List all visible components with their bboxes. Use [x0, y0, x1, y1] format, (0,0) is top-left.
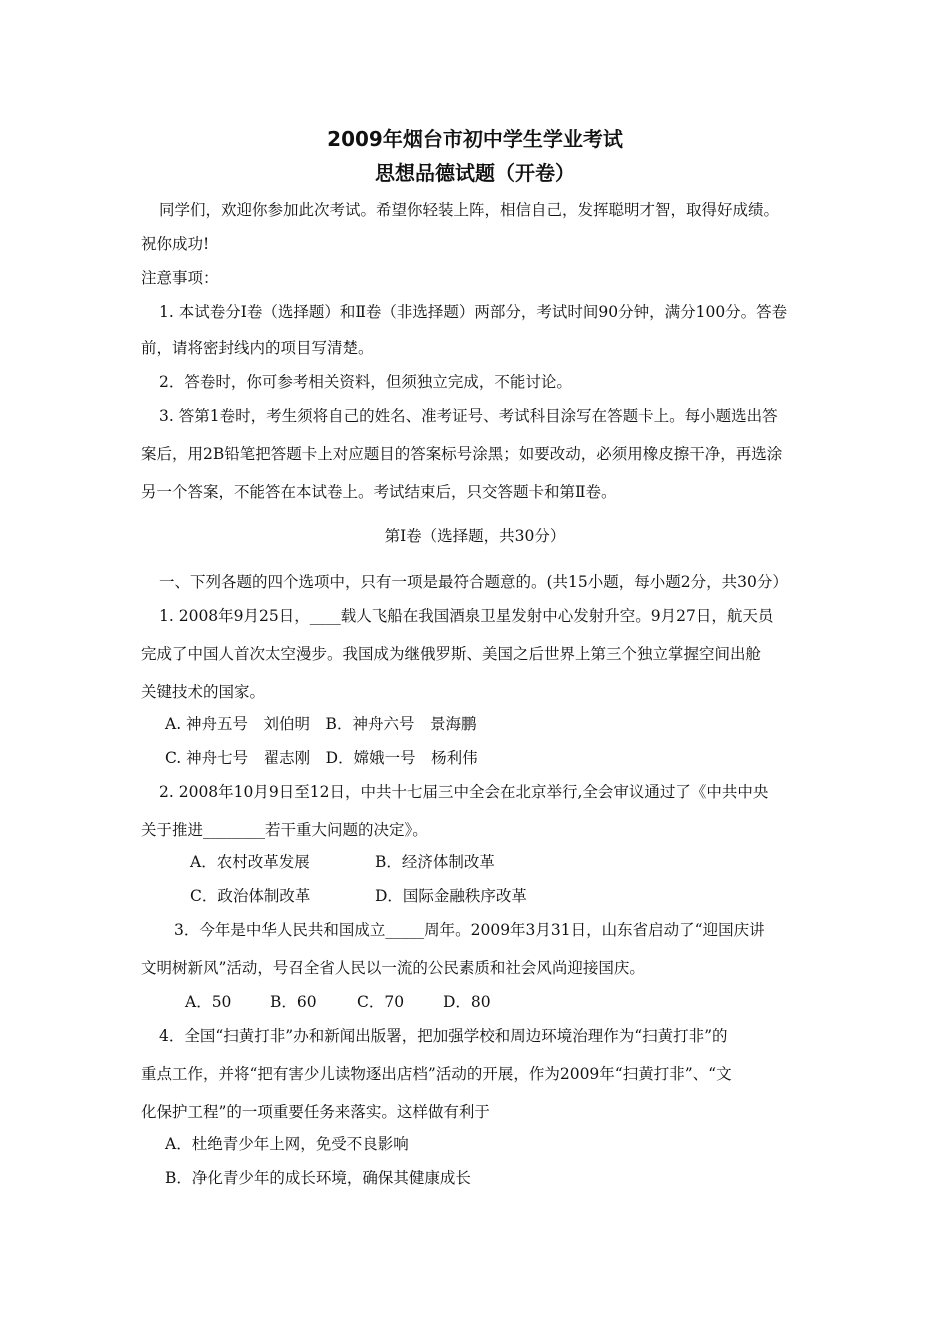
question-3-option-a: A．50 [185, 993, 232, 1011]
question-1-options-ab: A. 神舟五号 刘伯明 B．神舟六号 景海鹏 [165, 715, 477, 733]
question-3-option-d: D．80 [443, 993, 491, 1011]
question-2-option-d: D．国际金融秩序改革 [375, 887, 527, 905]
intro-line-1: 同学们，欢迎你参加此次考试。希望你轻装上阵，相信自己，发挥聪明才智，取得好成绩。 [159, 201, 780, 219]
question-1-line-1: 1. 2008年9月25日，____载人飞船在我国酒泉卫星发射中心发射升空。9月27日，航天员 [159, 607, 774, 625]
question-2-option-c: C．政治体制改革 [190, 887, 311, 905]
question-1-options-cd: C. 神舟七号 翟志刚 D．嫦娥一号 杨利伟 [165, 749, 478, 767]
question-2-line-2: 关于推进________若干重大问题的决定》。 [141, 821, 428, 839]
question-2-line-1: 2. 2008年10月9日至12日，中共十七届三中全会在北京举行,全会审议通过了《中共中央 [159, 783, 769, 801]
exam-subtitle: 思想品德试题（开卷） [375, 161, 575, 185]
question-4-option-a: A．杜绝青少年上网，免受不良影响 [165, 1135, 409, 1153]
note-3-line-3: 另一个答案，不能答在本试卷上。考试结束后，只交答题卡和第Ⅱ卷。 [141, 483, 617, 501]
note-3-line-2: 案后，用2B铅笔把答题卡上对应题目的答案标号涂黑；如要改动，必须用橡皮擦干净，再选涂 [141, 445, 783, 463]
note-1-line-2: 前，请将密封线内的项目写清楚。 [141, 339, 374, 357]
note-1-line-1: 1. 本试卷分Ⅰ卷（选择题）和Ⅱ卷（非选择题）两部分，考试时间90分钟，满分100分。答卷 [159, 303, 788, 321]
section-1-instruction: 一、下列各题的四个选项中，只有一项是最符合题意的。(共15小题，每小题2分，共30分） [159, 573, 788, 591]
exam-title: 2009年烟台市初中学生学业考试 [327, 127, 623, 151]
question-4-line-1: 4．全国“扫黄打非”办和新闻出版署，把加强学校和周边环境治理作为“扫黄打非”的 [159, 1027, 728, 1045]
question-4-option-b: B．净化青少年的成长环境，确保其健康成长 [165, 1169, 471, 1187]
question-3-option-c: C．70 [357, 993, 405, 1011]
question-3-line-2: 文明树新风”活动，号召全省人民以一流的公民素质和社会风尚迎接国庆。 [141, 959, 645, 977]
note-3-line-1: 3. 答第1卷时，考生须将自己的姓名、准考证号、考试科目涂写在答题卡上。每小题选出答 [159, 407, 778, 425]
section-1-heading: 第Ⅰ卷（选择题，共30分） [384, 527, 566, 545]
question-3-option-b: B．60 [270, 993, 317, 1011]
question-3-line-1: 3．今年是中华人民共和国成立_____周年。2009年3月31日，山东省启动了“迎国庆讲 [174, 921, 765, 939]
question-2-option-b: B．经济体制改革 [375, 853, 495, 871]
question-4-line-3: 化保护工程”的一项重要任务来落实。这样做有利于 [141, 1103, 490, 1121]
question-1-line-3: 关键技术的国家。 [141, 683, 266, 701]
question-4-line-2: 重点工作，并将“把有害少儿读物逐出店档”活动的开展，作为2009年“扫黄打非”、“文 [141, 1065, 732, 1083]
intro-line-2: 祝你成功! [141, 235, 210, 253]
question-1-line-2: 完成了中国人首次太空漫步。我国成为继俄罗斯、美国之后世界上第三个独立掌握空间出舱 [141, 645, 762, 663]
note-2: 2．答卷时，你可参考相关资料，但须独立完成，不能讨论。 [159, 373, 572, 391]
notes-heading: 注意事项： [141, 269, 219, 287]
question-2-option-a: A．农村改革发展 [190, 853, 310, 871]
